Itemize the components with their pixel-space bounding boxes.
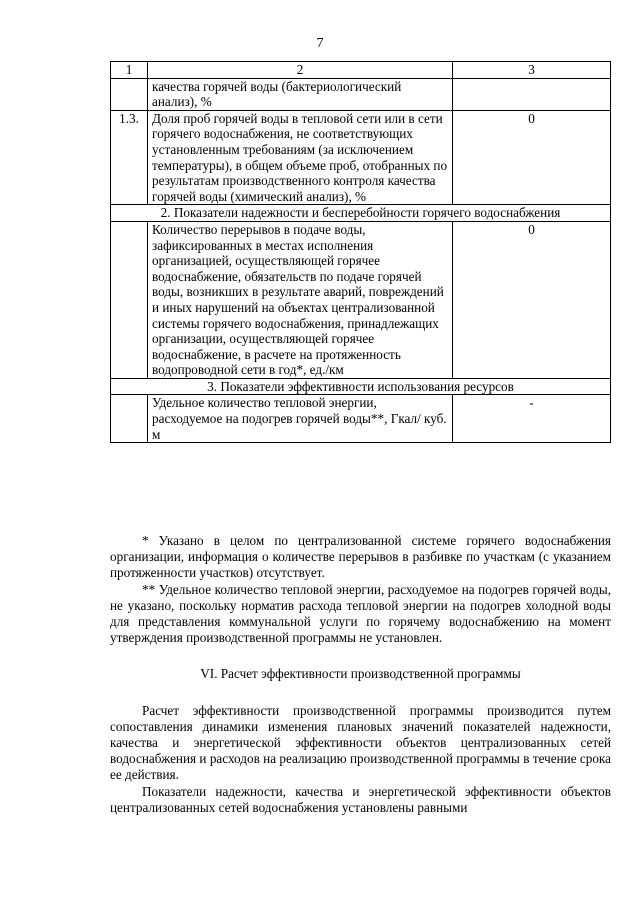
table-row: [111, 395, 611, 443]
indicator-name-cell: Доля проб горячей воды в тепловой сети или в сети горячего водоснабжения, не соответствующих установленным требованиям (за исключением температуры), в общем объеме проб, отобранных по результатам производственного контроля качества горячей воды (химический анализ), %: [148, 110, 453, 205]
indicator-value-cell: 0: [453, 221, 611, 378]
row-number-cell: 1.3.: [111, 110, 148, 205]
notes-section: [110, 533, 611, 816]
indicator-name-cell: качества горячей воды (бактериологический анализ), %: [148, 78, 453, 110]
indicator-name-cell: Количество перерывов в подаче воды, зафиксированных в местах исполнения организацией, осуществляющей горячее водоснабжение, обязательств по подаче горячей воды, возникших в результате аварий, повреждений и иных нарушений на объектах централизованной системы горячего водоснабжения, принадлежащих организации, осуществляющей горячее водоснабжение, в расчете на протяженность водопроводной сети в год*, ед./км: [148, 221, 453, 378]
header-cell-1: 1: [111, 62, 148, 79]
row-number-cell: [111, 78, 148, 110]
row-number-cell: [111, 221, 148, 378]
footnote-2: ** Удельное количество тепловой энергии, расходуемое на подогрев горячей воды, не указано, поскольку норматив расхода тепловой энергии на подогрев холодной воды для представления коммунальной услуги по горячему водоснабжению на момент утверждения производственной программы не установлен.: [110, 581, 611, 646]
section-heading: VI. Расчет эффективности производственной программы: [200, 666, 521, 682]
header-cell-3: 3: [453, 62, 611, 79]
paragraph-1: Расчет эффективности производственной программы производится путем сопоставления динамики изменения плановых значений показателей надежности, качества и энергетической эффективности объектов централизованных сетей водоснабжения и расходов на реализацию производственной программы в течение срока ее действия.: [110, 702, 611, 783]
section-title: 3. Показатели эффективности использования ресурсов: [111, 378, 611, 395]
row-number-cell: [111, 395, 148, 443]
indicator-value-cell: [453, 78, 611, 110]
paragraph-2: Показатели надежности, качества и энергетической эффективности объектов централизованных сетей водоснабжения установлены равными: [110, 783, 611, 815]
indicators-table: [110, 61, 611, 443]
indicator-name-cell: Удельное количество тепловой энергии, расходуемое на подогрев горячей воды**, Гкал/ куб. м: [148, 395, 453, 443]
page-number: 7: [316, 36, 324, 51]
table-row: [111, 221, 611, 378]
table-header-row: [111, 62, 611, 79]
footnote-1: * Указано в целом по централизованной системе горячего водоснабжения организации, информация о количестве перерывов в разбивке по участкам (с указанием протяженности участков) отсутствует.: [110, 533, 611, 581]
indicator-value-cell: 0: [453, 110, 611, 205]
table-section-row: [111, 378, 611, 395]
table-row: [111, 78, 611, 110]
table-section-row: [111, 205, 611, 222]
indicator-value-cell: -: [453, 395, 611, 443]
table-row: [111, 110, 611, 205]
section-title: 2. Показатели надежности и бесперебойности горячего водоснабжения: [111, 205, 611, 222]
header-cell-2: 2: [148, 62, 453, 79]
